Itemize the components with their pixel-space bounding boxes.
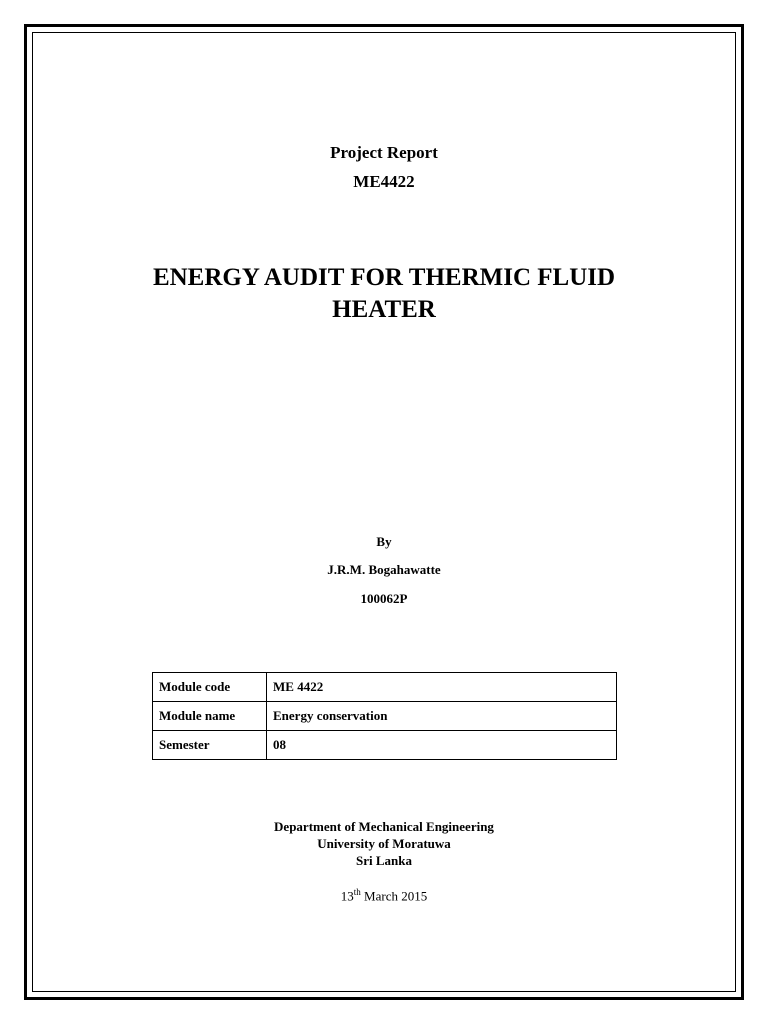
module-name-value: Energy conservation xyxy=(267,702,617,731)
date-day: 13 xyxy=(340,888,354,904)
date-month-year: March 2015 xyxy=(364,888,428,904)
semester-label: Semester xyxy=(153,731,267,760)
table-row xyxy=(153,673,617,702)
module-code-label: Module code xyxy=(153,673,267,702)
student-id: 100062P xyxy=(360,591,408,606)
by-label: By xyxy=(376,534,392,549)
institution-block xyxy=(0,818,768,869)
report-date xyxy=(0,887,768,904)
date-day-suffix: th xyxy=(353,887,361,897)
university-name: University of Moratuwa xyxy=(317,836,451,851)
module-info-table xyxy=(152,672,617,760)
department-name: Department of Mechanical Engineering xyxy=(274,819,494,834)
module-code-value: ME 4422 xyxy=(267,673,617,702)
semester-value: 08 xyxy=(267,731,617,760)
report-title-line-2: HEATER xyxy=(332,296,436,323)
author-name: J.R.M. Bogahawatte xyxy=(327,562,441,577)
module-name-label: Module name xyxy=(153,702,267,731)
table-row xyxy=(153,731,617,760)
table-row xyxy=(153,702,617,731)
country-name: Sri Lanka xyxy=(356,853,412,868)
report-type: Project Report xyxy=(330,143,438,162)
course-code: ME4422 xyxy=(353,172,415,191)
report-title-line-1: ENERGY AUDIT FOR THERMIC FLUID xyxy=(152,264,616,291)
report-title xyxy=(0,262,768,326)
